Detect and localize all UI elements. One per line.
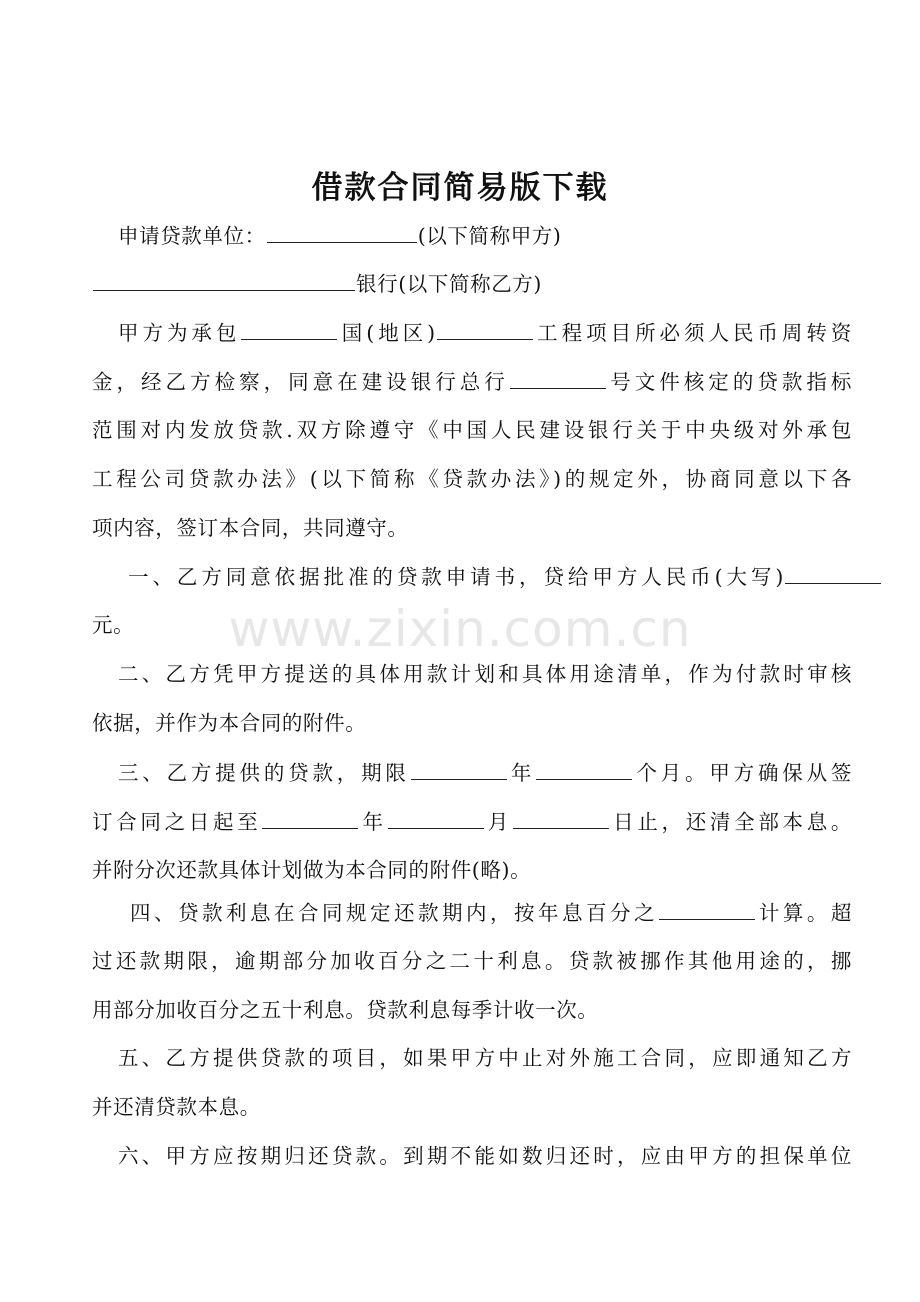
text-span: 年 <box>359 810 387 834</box>
term-months-blank <box>536 757 632 780</box>
text-span: 日止，还清全部本息。 <box>610 810 853 834</box>
clause-2-line-1: 二、乙方凭甲方提送的具体用款计划和具体用途清单，作为付款时审核 <box>118 662 852 686</box>
clause-2-line-2: 依据，并作为本合同的附件。 <box>92 711 367 735</box>
text-span: 国(地区) <box>338 321 436 345</box>
applicant-blank <box>267 220 417 243</box>
intro-line-2 <box>92 366 852 397</box>
amount-blank <box>785 561 881 584</box>
text-span: 年 <box>507 761 536 785</box>
text-span: 甲方为承包 <box>118 321 241 345</box>
intro-line-4: 工程公司贷款办法》(以下简称《贷款办法》)的规定外，协商同意以下各 <box>92 467 852 491</box>
clause-4-line-3: 用部分加收百分之五十利息。贷款利息每季计收一次。 <box>92 998 599 1022</box>
interest-rate-blank <box>659 897 755 920</box>
applicant-label: 申请贷款单位： <box>118 224 266 248</box>
due-month-blank <box>388 806 484 829</box>
project-blank <box>437 317 533 340</box>
clause-3-line-3: 并附分次还款具体计划做为本合同的附件(略)。 <box>92 858 532 882</box>
country-blank <box>241 317 337 340</box>
applicant-note: (以下简称甲方) <box>417 224 562 248</box>
text-span: 金，经乙方检察，同意在建设银行总行 <box>92 370 509 394</box>
watermark: www.zixin.com.cn <box>228 600 692 658</box>
text-span: 订合同之日起至 <box>92 810 262 834</box>
clause-3-line-2 <box>92 806 852 837</box>
text-span: 一、乙方同意依据批准的贷款申请书，贷给甲方人民币(大写) <box>128 565 784 589</box>
clause-1-line-1 <box>92 561 882 592</box>
text-span: 计算。超 <box>756 901 852 925</box>
clause-1-line-2: 元。 <box>92 613 135 637</box>
bank-line <box>92 268 852 299</box>
intro-line-3: 范围对内发放贷款.双方除遵守《中国人民建设银行关于中央级对外承包 <box>92 418 852 442</box>
clause-4-line-1 <box>92 897 852 928</box>
clause-5-line-2: 并还清贷款本息。 <box>92 1095 261 1119</box>
bank-note: 银行(以下简称乙方) <box>356 272 542 296</box>
bank-blank <box>93 268 355 291</box>
applicant-line <box>92 220 852 251</box>
document-number-blank <box>510 366 606 389</box>
term-years-blank <box>411 757 507 780</box>
text-span: 工程项目所必须人民币周转资 <box>533 321 852 345</box>
document-title: 借款合同简易版下载 <box>311 170 609 206</box>
due-day-blank <box>513 806 609 829</box>
intro-line-1 <box>92 317 852 348</box>
text-span: 号文件核定的贷款指标 <box>606 370 852 394</box>
text-span: 月 <box>484 810 513 834</box>
intro-line-5: 项内容，签订本合同，共同遵守。 <box>92 516 409 540</box>
text-span: 个月。甲方确保从签 <box>633 761 853 785</box>
clause-3-line-1 <box>92 757 852 788</box>
text-span: 三、乙方提供的贷款，期限 <box>118 761 410 785</box>
due-year-blank <box>262 806 358 829</box>
text-span: 四、贷款利息在合同规定还款期内，按年息百分之 <box>130 901 658 925</box>
clause-6-line-1: 六、甲方应按期归还贷款。到期不能如数归还时，应由甲方的担保单位 <box>118 1144 852 1168</box>
clause-4-line-2: 过还款期限，逾期部分加收百分之二十利息。贷款被挪作其他用途的，挪 <box>92 949 852 973</box>
clause-5-line-1: 五、乙方提供贷款的项目，如果甲方中止对外施工合同，应即通知乙方 <box>118 1046 852 1070</box>
